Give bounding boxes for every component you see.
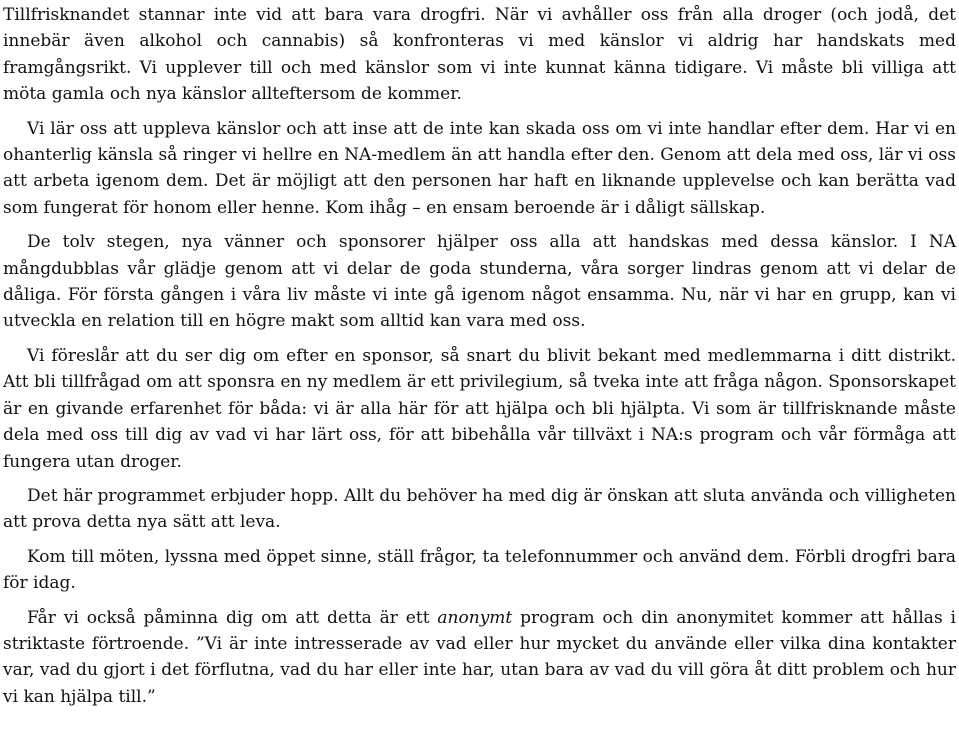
anonymity-text-after: program och din anonymitet kommer att hållas i striktaste förtroende. ”Vi är inte intresserade av vad eller hur mycket du använde eller vilka dina kontakter var, vad du gjort i det förflutna, vad du har eller inte har, utan bara av vad du vill göra åt ditt problem och hur vi kan hjälpa till.” bbox=[3, 607, 956, 707]
paragraph-meetings: Kom till möten, lyssna med öppet sinne, ställ frågor, ta telefonnummer och använd dem. Förbli drogfri bara för idag. bbox=[3, 546, 956, 594]
paragraph-anonymity bbox=[3, 605, 956, 711]
paragraph-sponsor: Vi föreslår att du ser dig om efter en sponsor, så snart du blivit bekant med medlemmarna i ditt distrikt. Att bli tillfrågad om att sponsra en ny medlem är ett privilegium, så tveka inte att fråga någon. Sponsorskapet är en givande erfarenhet för båda: vi är alla här för att hjälpa och bli hjälpta. Vi som är tillfrisknande måste dela med oss till dig av vad vi har lärt oss, för att bibehålla vår tillväxt i NA:s program och vår förmåga att fungera utan droger. bbox=[3, 345, 956, 472]
document-page bbox=[3, 2, 956, 710]
paragraph-feelings-intro: Tillfrisknandet stannar inte vid att bara vara drogfri. När vi avhåller oss från alla droger (och jodå, det innebär även alkohol och cannabis) så konfronteras vi med känslor vi aldrig har handskats med framgångsrikt. Vi upplever till och med känslor som vi inte kunnat känna tidigare. Vi måste bli villiga att möta gamla och nya känslor allteftersom de kommer. bbox=[3, 5, 956, 105]
anonymity-emphasis: anonymt bbox=[437, 607, 513, 628]
paragraph-hope: Det här programmet erbjuder hopp. Allt du behöver ha med dig är önskan att sluta använda och villigheten att prova detta nya sätt att leva. bbox=[3, 485, 956, 533]
anonymity-text-before: Får vi också påminna dig om att detta är ett bbox=[27, 607, 438, 628]
paragraph-twelve-steps: De tolv stegen, nya vänner och sponsorer hjälper oss alla att handskas med dessa känslor. I NA mångdubblas vår glädje genom att vi delar de goda stunderna, våra sorger lindras genom att vi delar de dåliga. För första gången i våra liv måste vi inte gå igenom något ensamma. Nu, när vi har en grupp, kan vi utveckla en relation till en högre makt som alltid kan vara med oss. bbox=[3, 232, 956, 332]
paragraph-experiencing-feelings: Vi lär oss att uppleva känslor och att inse att de inte kan skada oss om vi inte handlar efter dem. Har vi en ohanterlig känsla så ringer vi hellre en NA-medlem än att handla efter den. Genom att dela med oss, lär vi oss att arbeta igenom dem. Det är möjligt att den personen har haft en liknande upplevelse och kan berätta vad som fungerat för honom eller henne. Kom ihåg – en ensam beroende är i dåligt sällskap. bbox=[3, 118, 956, 218]
